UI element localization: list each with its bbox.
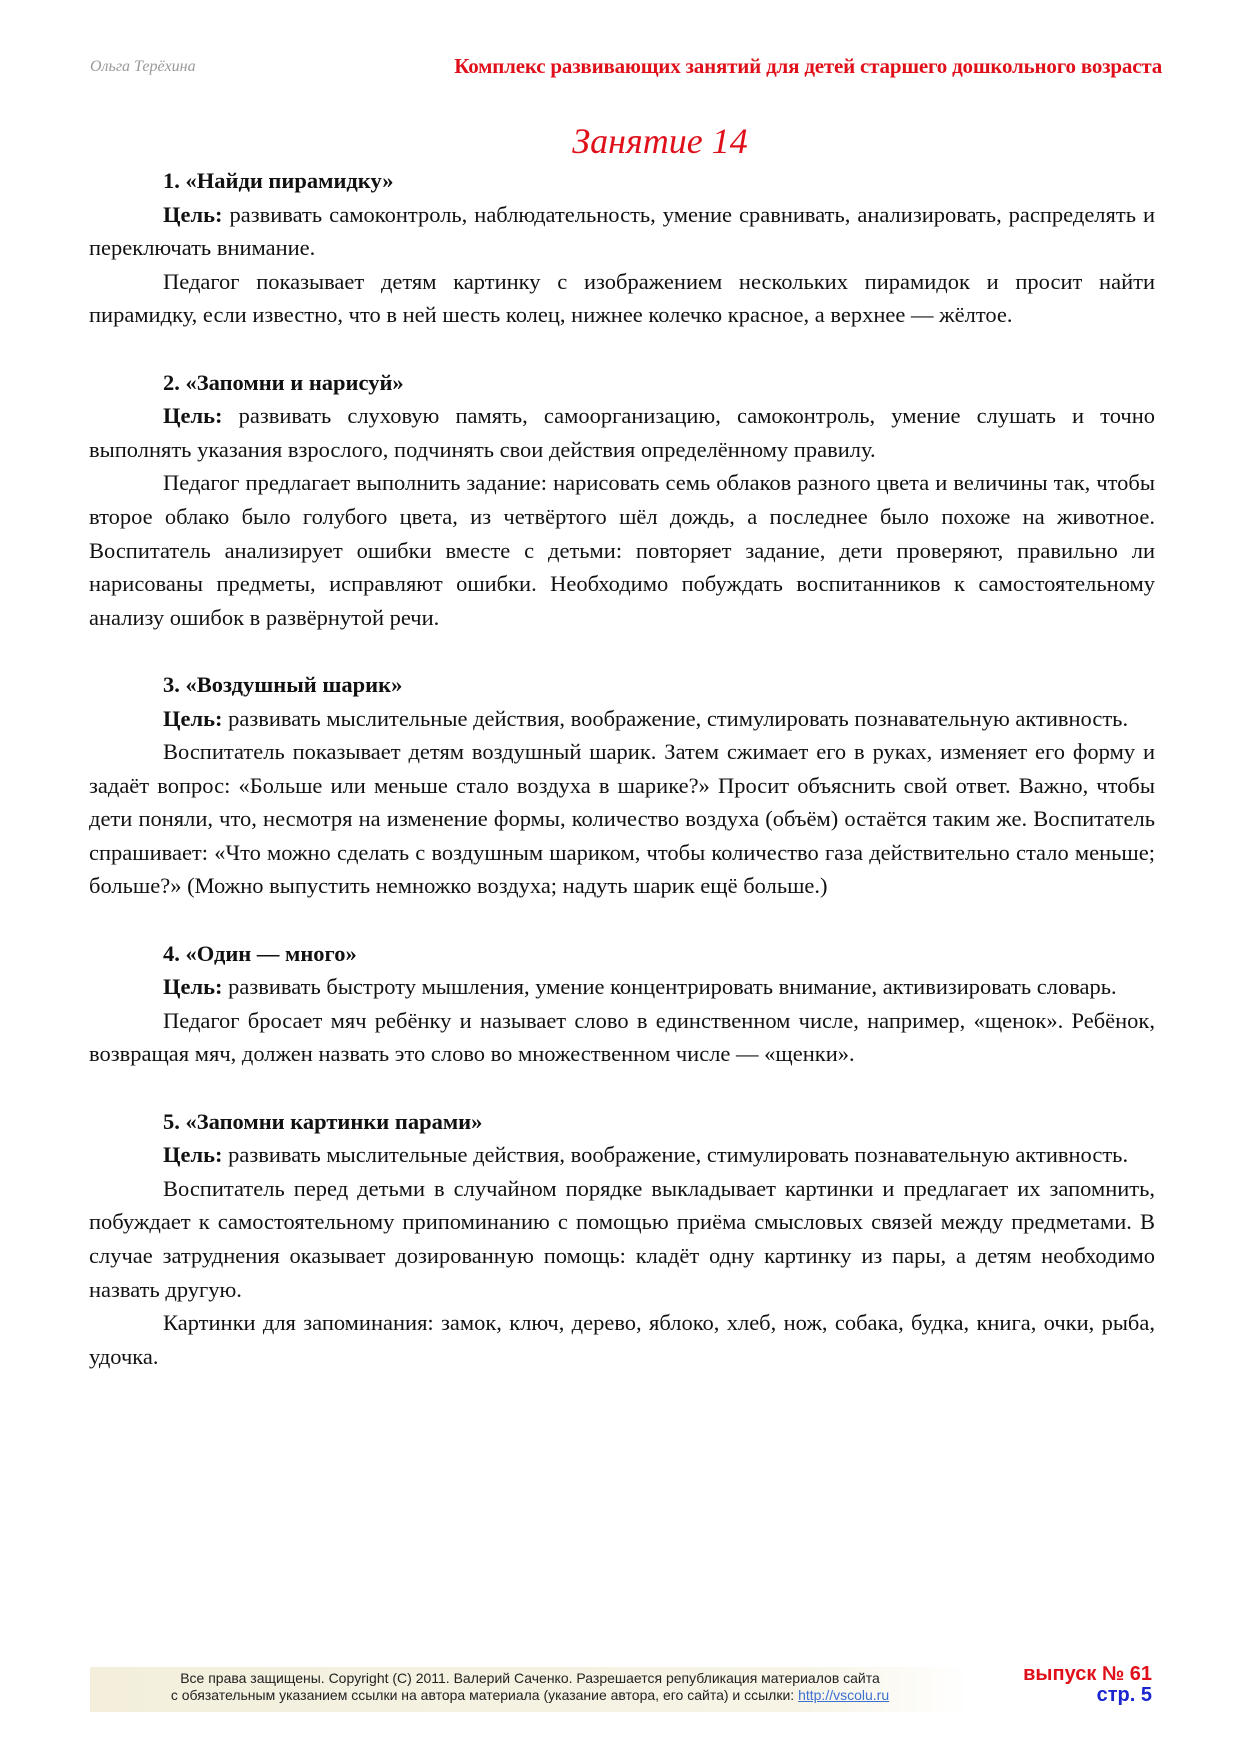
goal-label: Цель: — [163, 705, 223, 731]
exercise-paragraph: Педагог предлагает выполнить задание: нарисовать семь облаков разного цвета и величины так, чтобы второе облако было голубого цвета, из четвёртого шёл дождь, а последнее было похоже на животное. Воспитатель анализирует ошибки вместе с детьми: повторяет задание, дети проверяют, правильно ли нарисованы предметы, исправляют ошибки. Необходимо побуждать воспитанников к самостоятельному анализу ошибок в развёрнутой речи. — [89, 470, 1155, 630]
exercise-goal — [89, 198, 1155, 265]
lesson-title: Занятие 14 — [572, 121, 748, 161]
exercise-heading: 2. «Запомни и нарисуй» — [163, 369, 404, 395]
copyright-line-2 — [90, 1687, 970, 1704]
site-link[interactable]: http://vscolu.ru — [798, 1687, 890, 1703]
exercise-section — [89, 1105, 1155, 1374]
copyright-text: с обязательным указанием ссылки на автора материала (указание автора, его сайта) и ссылки: — [170, 1687, 795, 1703]
goal-text: развивать мыслительные действия, воображение, стимулировать познавательную активность. — [228, 1142, 1129, 1168]
goal-text: развивать слуховую память, самоорганизацию, самоконтроль, умение слушать и точно выполнять указания взрослого, подчинять свои действия определённому правилу. — [89, 403, 1155, 462]
copyright-line-1: Все права защищены. Copyright (C) 2011. Валерий Саченко. Разрешается републикация материалов сайта — [180, 1670, 880, 1686]
goal-label: Цель: — [163, 201, 223, 227]
goal-text: развивать самоконтроль, наблюдательность, умение сравнивать, анализировать, распределять и переключать внимание. — [89, 201, 1155, 261]
exercise-heading: 3. «Воздушный шарик» — [163, 671, 403, 697]
page-number: стр. 5 — [1096, 1684, 1152, 1706]
exercise-section — [89, 366, 1155, 635]
exercise-paragraph: Педагог бросает мяч ребёнку и называет слово в единственном числе, например, «щенок». Ребёнок, возвращая мяч, должен назвать это слово во множественном числе — «щенки». — [89, 1007, 1155, 1067]
section-spacer — [89, 634, 1155, 668]
issue-info — [1023, 1664, 1152, 1706]
section-spacer — [89, 1071, 1155, 1105]
exercise-goal — [89, 1138, 1155, 1172]
exercise-paragraph: Воспитатель перед детьми в случайном порядке выкладывает картинки и предлагает их запомнить, побуждает к самостоятельному припоминанию с помощью приёма смысловых связей между предметами. В случае затруднения оказывает дозированную помощь: кладёт одну картинку из пары, а детям необходимо назвать другую. — [89, 1175, 1155, 1302]
exercise-paragraph: Воспитатель показывает детям воздушный шарик. Затем сжимает его в руках, изменяет его форму и задаёт вопрос: «Больше или меньше стало воздуха в шарике?» Просит объяснить свой ответ. Важно, чтобы дети поняли, что, несмотря на изменение формы, количество воздуха (объём) остаётся таким же. Воспитатель спрашивает: «Что можно сделать с воздушным шариком, чтобы количество газа действительно стало меньше; больше?» (Можно выпустить немножко воздуха; надуть шарик ещё больше.) — [89, 739, 1155, 899]
exercise-heading: 1. «Найди пирамидку» — [163, 168, 394, 193]
exercise-goal — [89, 702, 1155, 736]
exercise-goal — [89, 399, 1155, 466]
copyright-footer — [90, 1667, 970, 1712]
header-author: Ольга Терёхина — [90, 58, 196, 75]
exercise-section — [89, 937, 1155, 1071]
section-spacer — [89, 332, 1155, 366]
exercise-heading: 5. «Запомни картинки парами» — [163, 1108, 483, 1134]
section-spacer — [89, 903, 1155, 937]
goal-text: развивать быстроту мышления, умение концентрировать внимание, активизировать словарь. — [228, 974, 1117, 1000]
exercise-heading: 4. «Один — много» — [163, 940, 357, 966]
goal-label: Цель: — [163, 403, 223, 429]
exercise-paragraph: Педагог показывает детям картинку с изображением нескольких пирамидок и просит найти пирамидку, если известно, что в ней шесть колец, нижнее колечко красное, а верхнее — жёлтое. — [89, 268, 1155, 328]
goal-label: Цель: — [163, 1142, 223, 1168]
header-title: Комплекс развивающих занятий для детей старшего дошкольного возраста — [454, 54, 1162, 78]
exercise-paragraph: Картинки для запоминания: замок, ключ, дерево, яблоко, хлеб, нож, собака, будка, книга, очки, рыба, удочка. — [89, 1310, 1155, 1369]
goal-label: Цель: — [163, 974, 223, 1000]
exercise-section — [89, 668, 1155, 903]
exercise-section — [89, 164, 1155, 332]
exercise-goal — [89, 970, 1155, 1004]
goal-text: развивать мыслительные действия, воображение, стимулировать познавательную активность. — [228, 705, 1129, 731]
issue-number: выпуск № 61 — [1023, 1663, 1152, 1685]
document-body — [89, 164, 1155, 1373]
